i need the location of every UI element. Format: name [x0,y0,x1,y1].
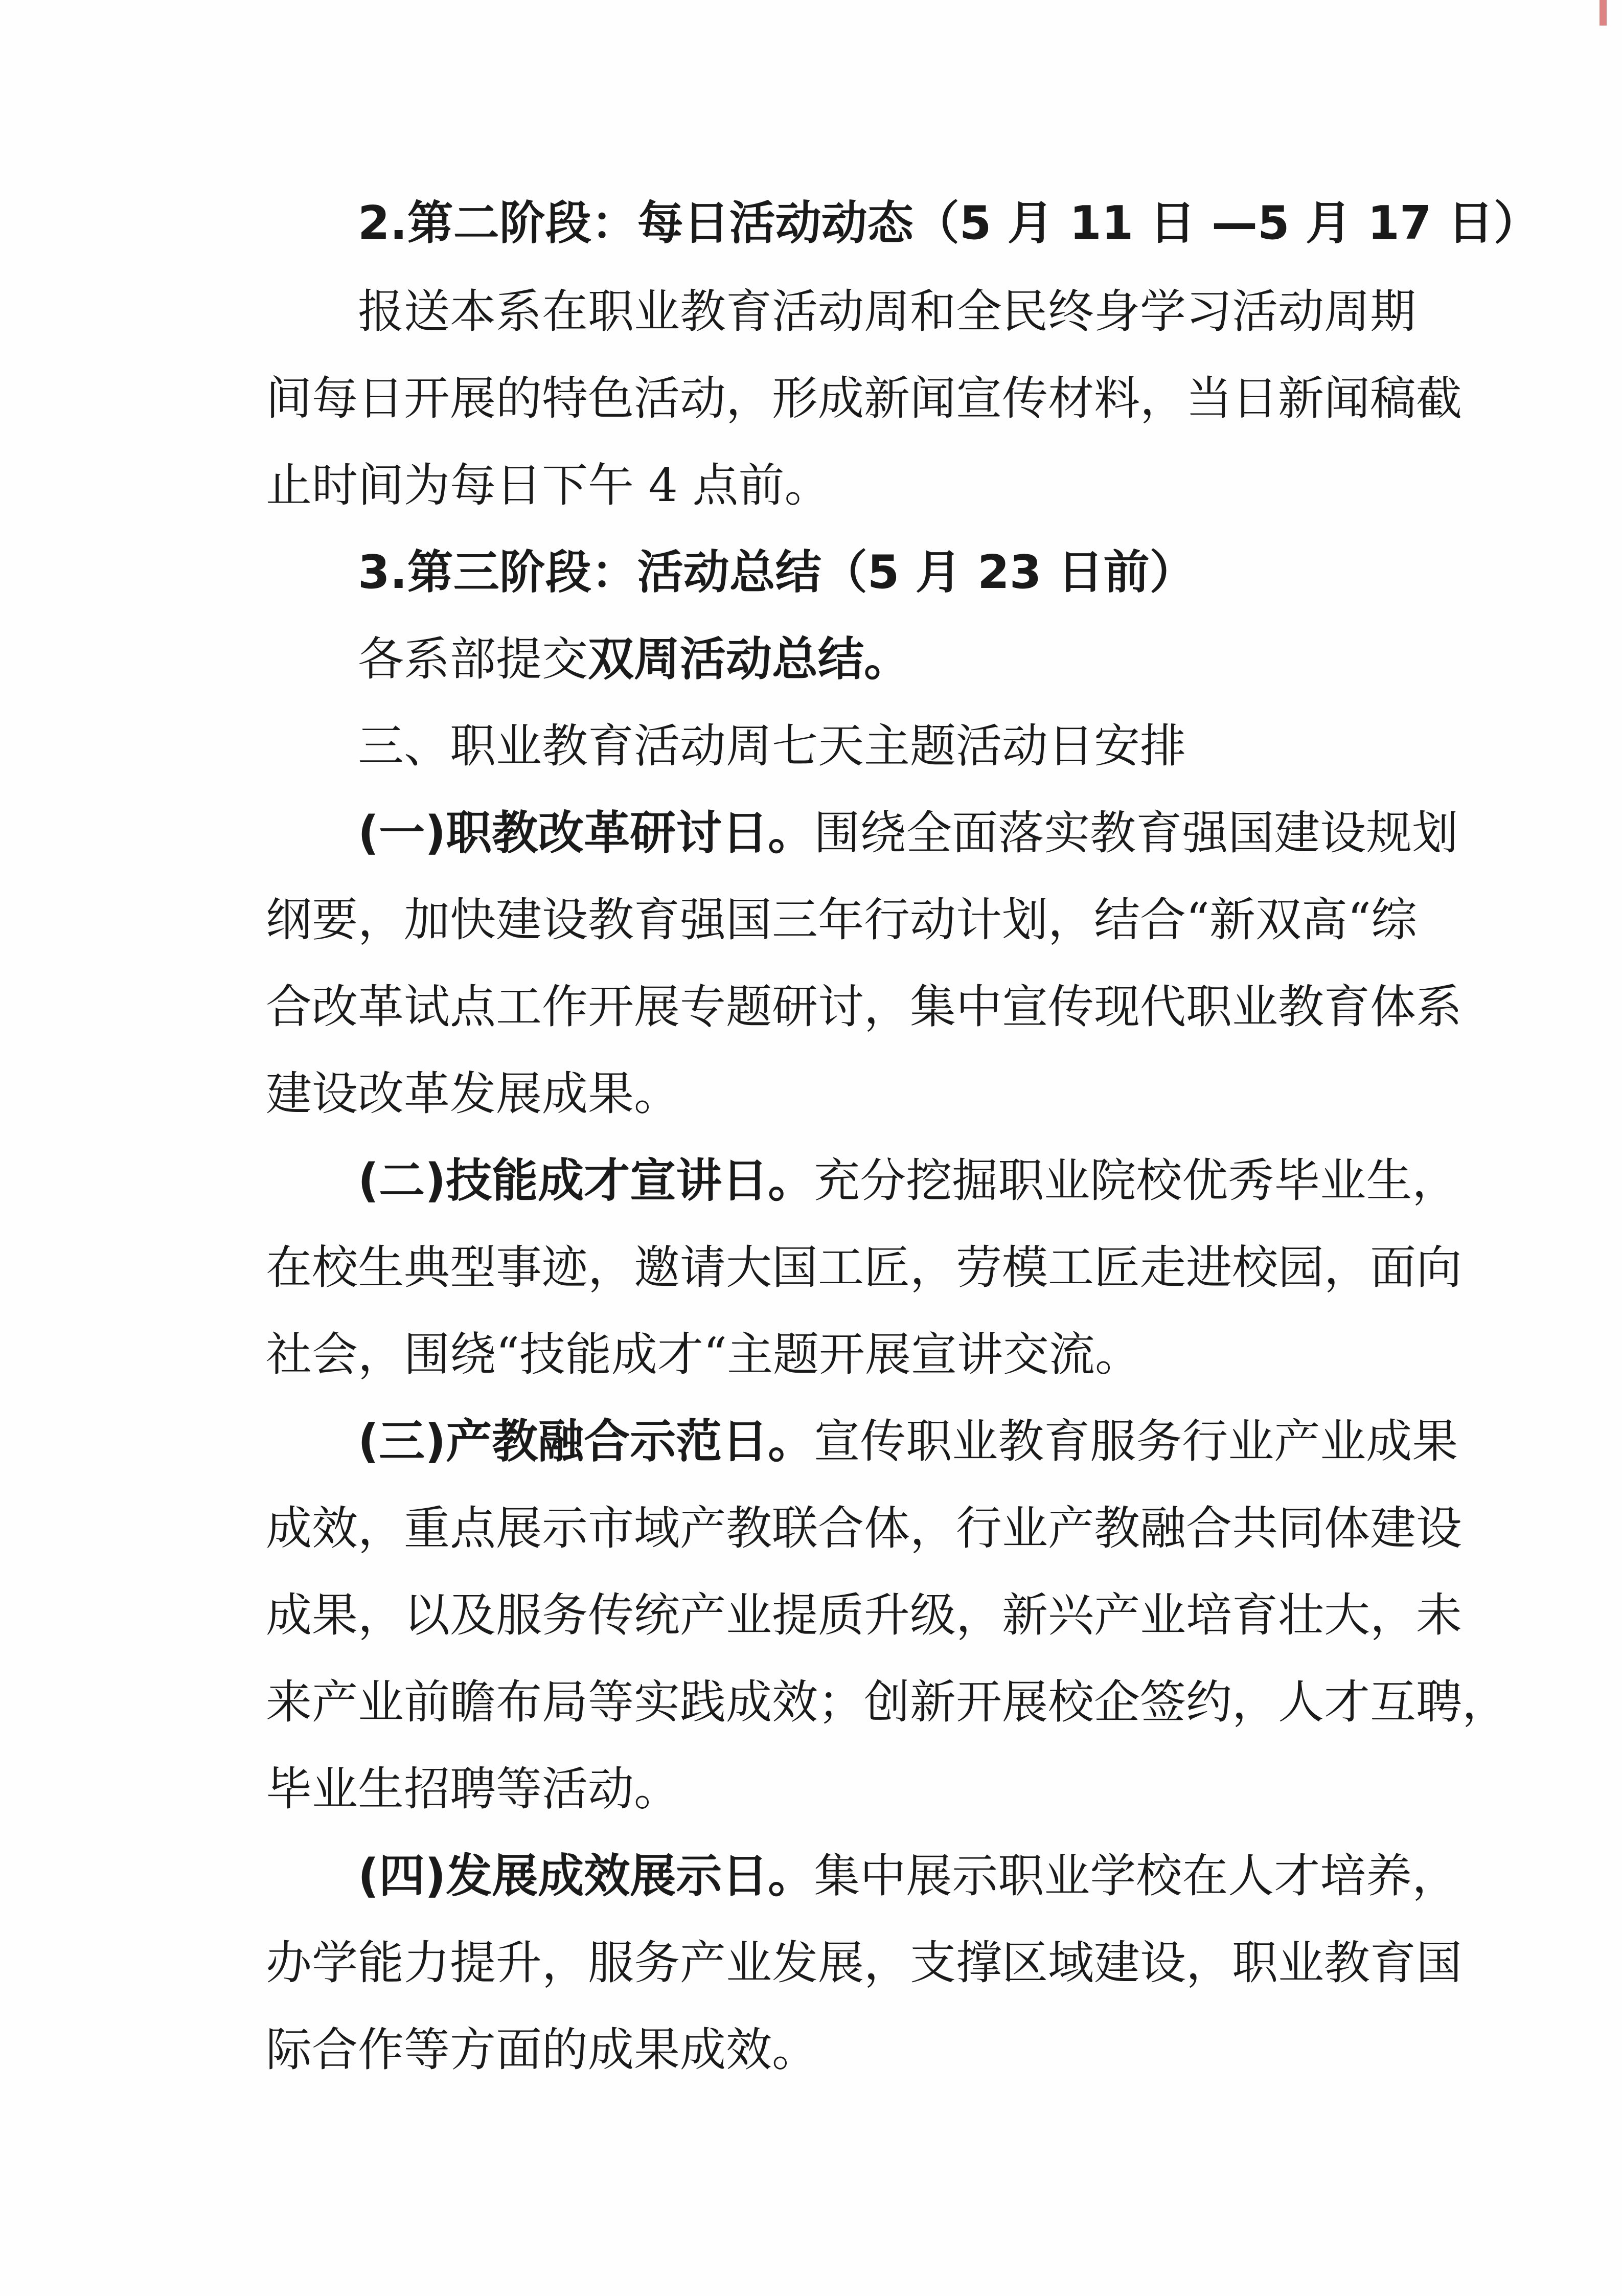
section3-heading: 三、职业教育活动周七天主题活动日安排 [358,719,1186,773]
item1-line-2: 纲要，加快建设教育强国三年行动计划，结合“新双高“综 [266,893,1418,947]
item4-text-1: 集中展示职业学校在人才培养， [814,1849,1458,1903]
item2-line-3: 社会，围绕“技能成才“主题开展宣讲交流。 [266,1328,1141,1381]
item2-text-1: 充分挖掘职业院校优秀毕业生， [814,1154,1458,1208]
phase2-line-3: 止时间为每日下午 4 点前。 [266,459,831,512]
item1-title: (一)职教改革研讨日。 [358,806,814,860]
item1-line-3: 合改革试点工作开展专题研讨，集中宣传现代职业教育体系 [266,980,1462,1034]
item1-text-1: 围绕全面落实教育强国建设规划 [814,806,1458,860]
item1-line-1 [358,803,1458,864]
phase3-body [358,629,910,690]
item1-line-4: 建设改革发展成果。 [266,1067,680,1121]
item4-line-3: 际合作等方面的成果成效。 [266,2023,818,2077]
item3-line-3: 成果，以及服务传统产业提质升级，新兴产业培育壮大，未 [266,1588,1462,1642]
item4-line-1 [358,1846,1458,1907]
item4-title: (四)发展成效展示日。 [358,1849,814,1903]
item2-title: (二)技能成才宣讲日。 [358,1154,814,1208]
item3-text-1: 宣传职业教育服务行业产业成果 [814,1415,1458,1468]
item2-line-1 [358,1150,1458,1212]
phase2-title: 2.第二阶段：每日活动动态（5 月 11 日 —5 月 17 日） [358,196,1540,250]
phase3-body-bold: 双周活动总结。 [588,632,910,686]
item3-line-4: 来产业前瞻布局等实践成效；创新开展校企签约，人才互聘， [266,1675,1508,1729]
item3-line-5: 毕业生招聘等活动。 [266,1762,680,1816]
phase3-body-prefix: 各系部提交 [358,632,588,686]
item3-line-2: 成效，重点展示市域产教联合体，行业产教融合共同体建设 [266,1502,1462,1555]
item3-line-1 [358,1411,1458,1472]
item4-line-2: 办学能力提升，服务产业发展，支撑区域建设，职业教育国 [266,1936,1462,1990]
phase2-line-1: 报送本系在职业教育活动周和全民终身学习活动周期 [358,285,1416,338]
red-stamp-mark [1600,0,1607,26]
item2-line-2: 在校生典型事迹，邀请大国工匠，劳模工匠走进校园，面向 [266,1241,1462,1294]
item3-title: (三)产教融合示范日。 [358,1415,814,1468]
phase3-title: 3.第三阶段：活动总结（5 月 23 日前） [358,545,1196,599]
phase2-line-2: 间每日开展的特色活动，形成新闻宣传材料，当日新闻稿截 [266,372,1462,425]
